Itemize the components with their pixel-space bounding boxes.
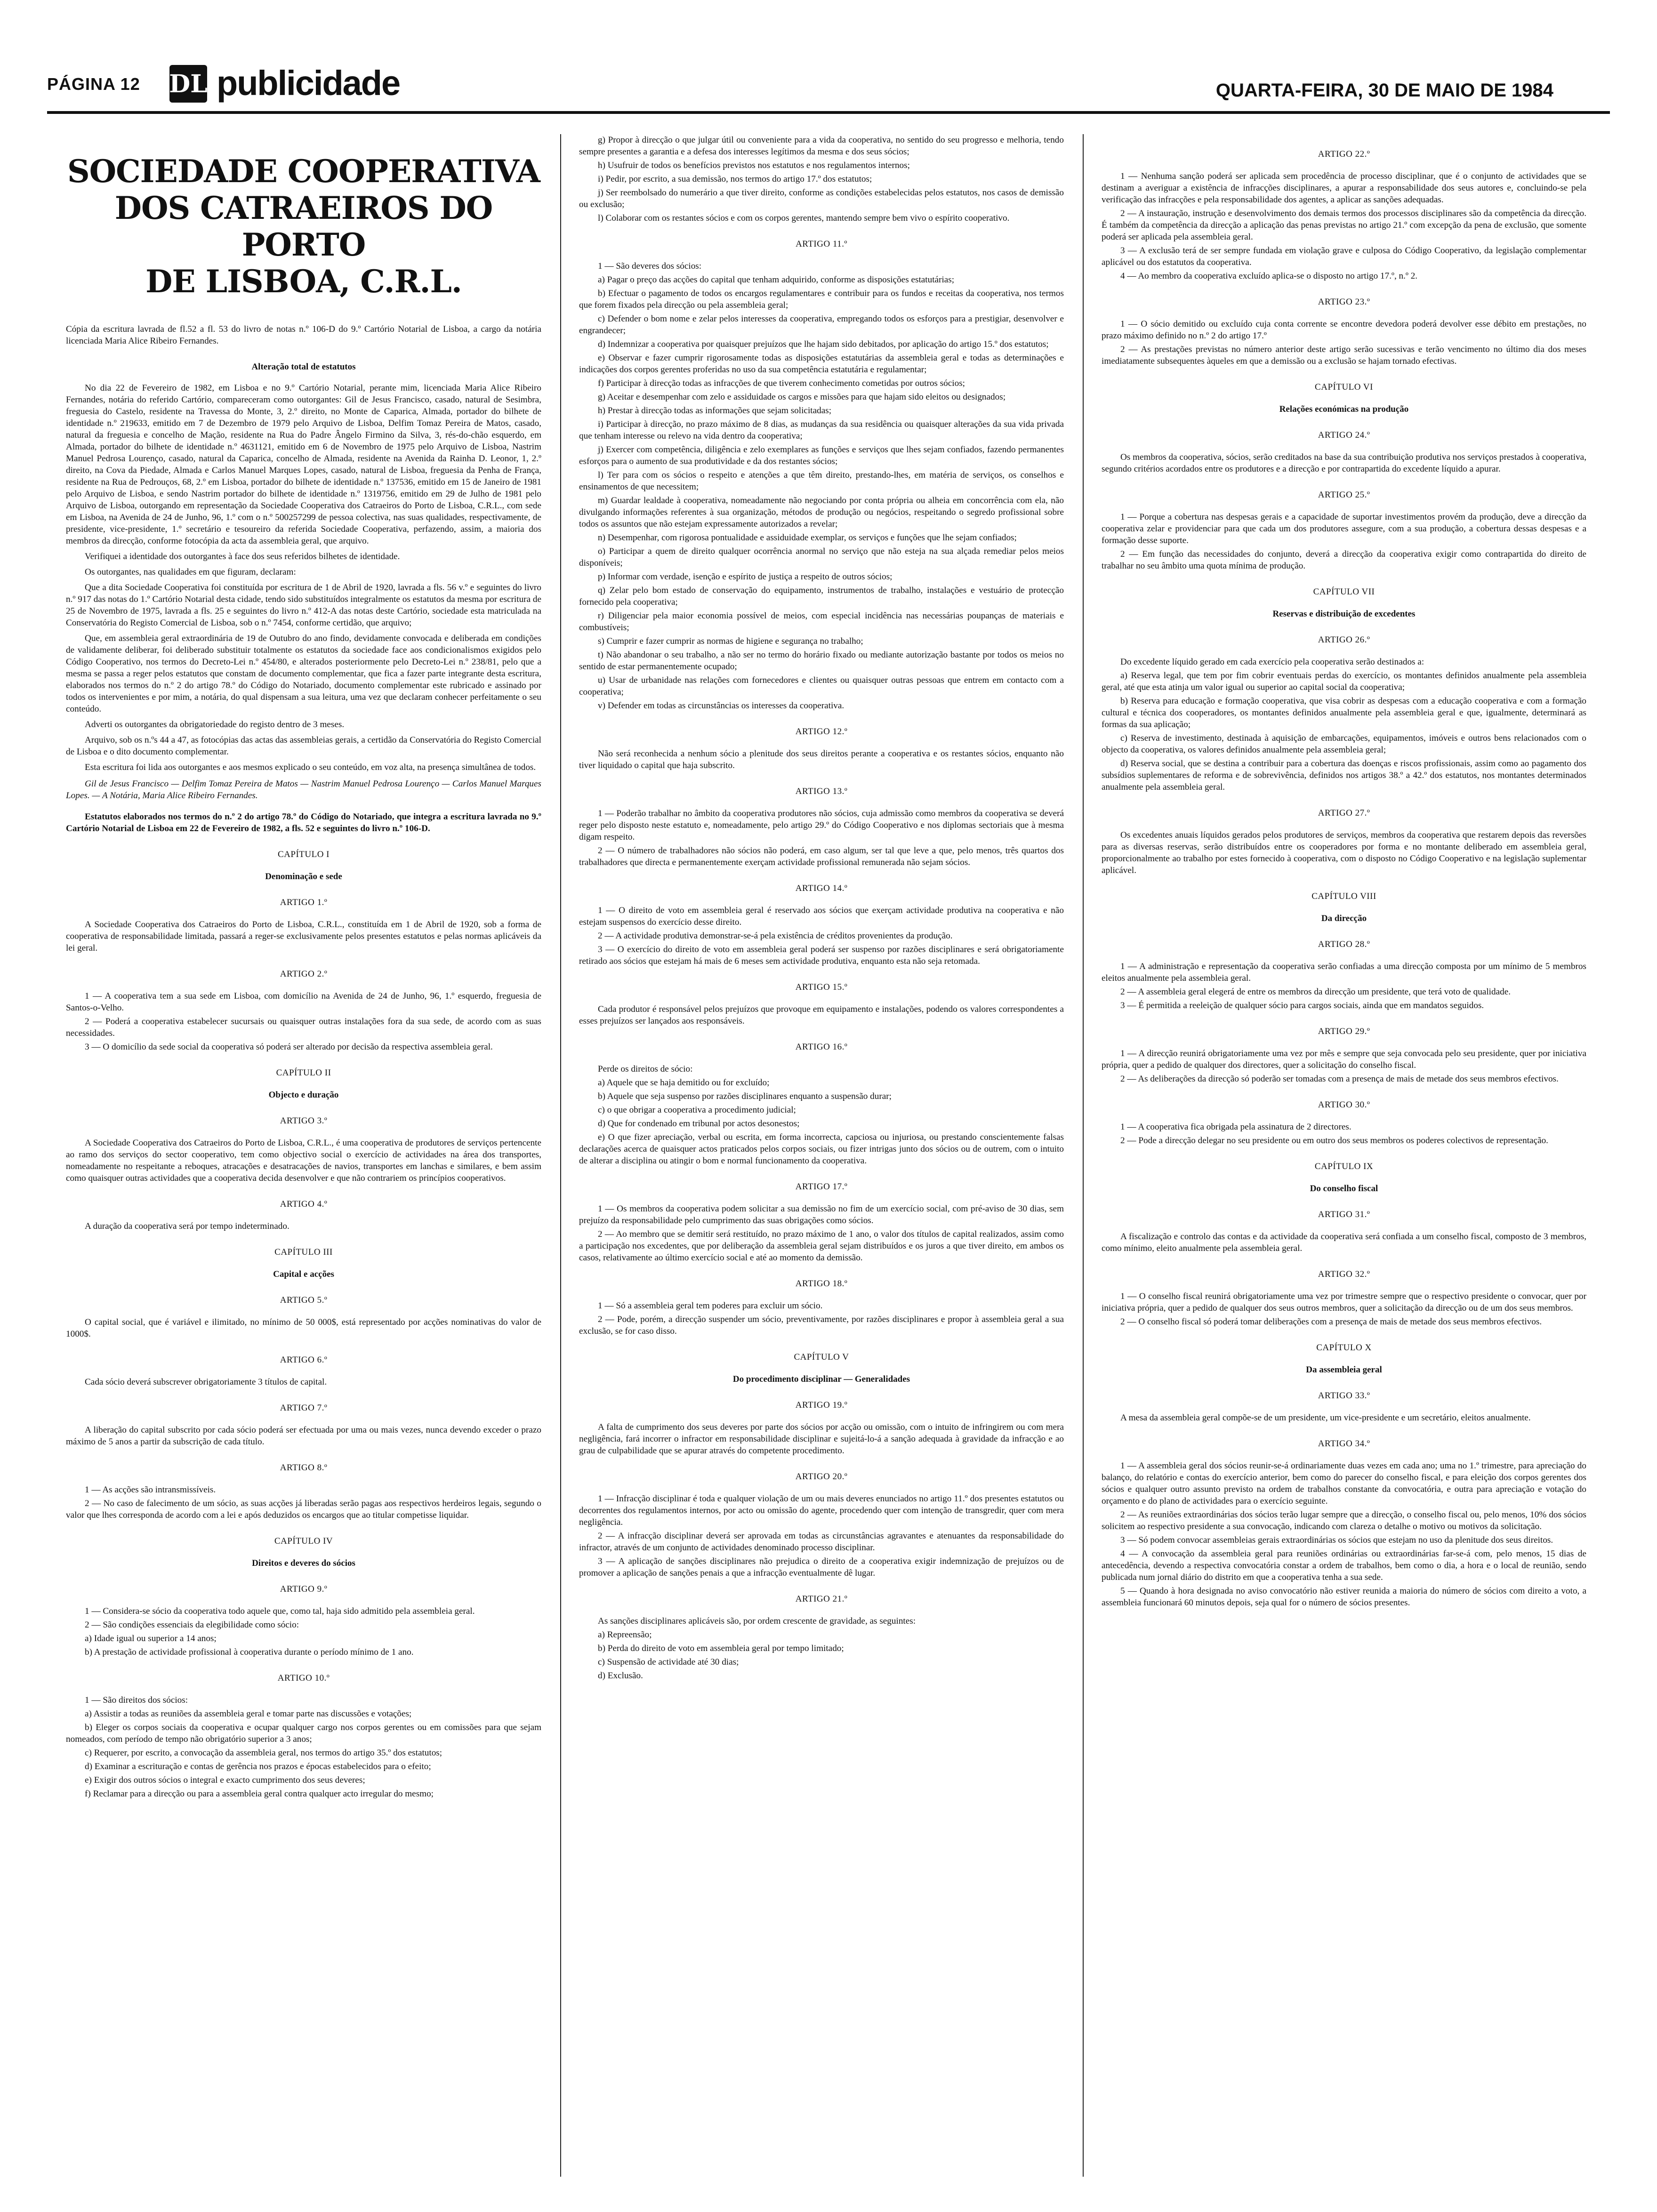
article-paragraph: 1 — A direcção reunirá obrigatoriamente uma vez por mês e sempre que seja convocada pelo seu presidente, quer por iniciativa própria, quer a pedido de qualquer dos directores, quer a solicitação do conselho fiscal. xyxy=(1102,1049,1586,1070)
deed-paragraph: Adverti os outorgantes da obrigatoriedade do registo dentro de 3 meses. xyxy=(85,720,345,729)
article-paragraph: q) Zelar pelo bom estado de conservação do equipamento, instrumentos de trabalho, instalações e vestuário de protecção fornecido pela cooperativa; xyxy=(579,585,1064,607)
article-heading: ARTIGO 1.º xyxy=(280,898,328,907)
article-paragraph: Cada sócio deverá subscrever obrigatoriamente 3 títulos de capital. xyxy=(85,1377,327,1387)
article-paragraph: 2 — As reuniões extraordinárias dos sócios terão lugar sempre que a direcção, o conselho fiscal ou, pelo menos, 10% dos sócios solicitem ao respectivo presidente a sua convocação, indicando com clareza o detalhe o motivo ou motivos da solicitação. xyxy=(1102,1510,1586,1531)
article-paragraph: 4 — A convocação da assembleia geral para reuniões ordinárias ou extraordinárias far-se-á com, pelo menos, 15 dias de antecedência, devendo a respectiva convocatória constar a ordem de trabalhos, bem como o dia, a hora e o local de reunião, sendo publicada num jornal diário do distrito em que a cooperativa tenha a sua sede. xyxy=(1102,1549,1586,1582)
article-heading: CAPÍTULO III xyxy=(274,1247,333,1257)
article-heading: ARTIGO 6.º xyxy=(280,1355,328,1365)
article-paragraph: 1 — Considera-se sócio da cooperativa todo aquele que, como tal, haja sido admitido pela assembleia geral. xyxy=(85,1606,475,1616)
deed-paragraph: Que, em assembleia geral extraordinária de 19 de Outubro do ano findo, devidamente convocada e deliberada em condições de validamente deliberar, foi deliberado substituir totalmente os estatutos da sociedade face aos condicionalismos exigidos pelo Código Cooperativo, nos termos do Decreto-Lei n.º 454/80, e alterados posteriormente pelo Decreto-Lei n.º 238/81, pelo que a mesma se passa a reger pelos estatutos que constam de documento complementar, que fica a fazer parte integrante desta escritura, elaborados nos termos do n.º 2 do artigo 78.º do Código do Notariado, documento complementar este rubricado e assinado por todos os intervenientes e por mim, a notária, do qual dispensam a sua leitura, uma vez que declaram conhecer perfeitamente o seu conteúdo. xyxy=(66,633,541,714)
column-divider-2 xyxy=(1083,134,1084,2177)
deed-paragraph: Esta escritura foi lida aos outorgantes e aos mesmos explicado o seu conteúdo, em voz alta, na presença simultânea de todos. xyxy=(85,762,536,772)
article-paragraph: Os membros da cooperativa, sócios, serão creditados na base da sua contribuição produtiva nos serviços prestados à cooperativa, segundo critérios acordados entre os produtores e a direcção e por contrapartida do excedente líquido a apurar. xyxy=(1102,452,1586,474)
article-paragraph: b) Perda do direito de voto em assembleia geral por tempo limitado; xyxy=(598,1643,844,1653)
article-paragraph: c) Requerer, por escrito, a convocação da assembleia geral, nos termos do artigo 35.º dos estatutos; xyxy=(85,1748,442,1758)
article-paragraph: c) Defender o bom nome e zelar pelos interesses da cooperativa, empregando todos os esforços para a prestigiar, desenvolver e engrandecer; xyxy=(579,314,1064,336)
article-paragraph: 2 — O número de trabalhadores não sócios não poderá, em caso algum, ser tal que leve a que, pelo menos, três quartos dos trabalhadores que directa e permanentemente exerçam actividade profissional remunerada não sejam sócios. xyxy=(579,846,1064,867)
chapter-subtitle: Capital e acções xyxy=(273,1269,334,1279)
statutes-part-1 xyxy=(66,849,541,1800)
article-heading: CAPÍTULO X xyxy=(1316,1343,1372,1353)
article-paragraph: A fiscalização e controlo das contas e da actividade da cooperativa será confiada a um conselho fiscal, composto de 3 membros, como mínimo, eleito anualmente pela assembleia geral. xyxy=(1102,1232,1586,1253)
issue-date: QUARTA-FEIRA, 30 DE MAIO DE 1984 xyxy=(1215,80,1553,101)
chapter-subtitle: Denominação e sede xyxy=(265,872,342,882)
article-heading: ARTIGO 26.º xyxy=(1318,635,1370,645)
article-heading: CAPÍTULO VIII xyxy=(1311,891,1376,901)
article-heading: ARTIGO 33.º xyxy=(1318,1391,1370,1401)
article-paragraph: 2 — No caso de falecimento de um sócio, as suas acções já liberadas serão pagas aos respectivos herdeiros legais, segundo o valor que lhes corresponda de acordo com a lei e após deduzidos os encargos que ao titular competisse liquidar. xyxy=(66,1499,541,1520)
article-heading: ARTIGO 2.º xyxy=(280,969,328,979)
article-paragraph: d) Que for condenado em tribunal por actos desonestos; xyxy=(598,1119,800,1129)
article-paragraph: 2 — São condições essenciais da elegibilidade como sócio: xyxy=(85,1620,299,1630)
article-heading: ARTIGO 22.º xyxy=(1318,149,1370,159)
article-heading: ARTIGO 9.º xyxy=(280,1584,328,1594)
article-paragraph: 2 — A infracção disciplinar deverá ser aprovada em todas as circunstâncias agravantes e atenuantes da responsabilidade do infractor, através de um conjunto de actividades denominado processo disciplinar. xyxy=(579,1531,1064,1553)
article-heading: ARTIGO 34.º xyxy=(1318,1439,1370,1449)
article-paragraph: i) Pedir, por escrito, a sua demissão, nos termos do artigo 17.º dos estatutos; xyxy=(598,174,872,184)
article-paragraph: 2 — Ao membro que se demitir será restituído, no prazo máximo de 1 ano, o valor dos títulos de capital realizados, assim como a participação nos excedentes, que por deliberação da assembleia geral sejam distribuídos e os juros a que tiver direito, em ambos os casos, relativamente ao último exercício social e até ao momento da demissão. xyxy=(579,1229,1064,1263)
article-paragraph: h) Prestar à direcção todas as informações que sejam solicitadas; xyxy=(598,406,832,416)
article-heading: ARTIGO 8.º xyxy=(280,1463,328,1473)
article-heading: ARTIGO 29.º xyxy=(1318,1026,1370,1036)
article-heading: ARTIGO 27.º xyxy=(1318,808,1370,818)
column-divider-1 xyxy=(560,134,561,2177)
article-paragraph: 1 — Só a assembleia geral tem poderes para excluir um sócio. xyxy=(598,1301,823,1311)
article-paragraph: 3 — O exercício do direito de voto em assembleia geral poderá ser suspenso por razões disciplinares e será obrigatoriamente retirado aos sócios que estejam há mais de 6 meses sem actividade produtiva, enquanto esta não seja retomada. xyxy=(579,945,1064,966)
article-paragraph: b) Aquele que seja suspenso por razões disciplinares enquanto a suspensão durar; xyxy=(598,1091,892,1101)
article-paragraph: b) A prestação de actividade profissional à cooperativa durante o período mínimo de 1 ano. xyxy=(85,1647,414,1657)
article-paragraph: 2 — A assembleia geral elegerá de entre os membros da direcção um presidente, que terá voto de qualidade. xyxy=(1120,987,1511,997)
article-paragraph: 1 — Poderão trabalhar no âmbito da cooperativa produtores não sócios, cuja admissão como membros da cooperativa se deverá reger pelo disposto neste estatuto e, nomeadamente, pelo artigo 29.º do Código Cooperativo e nos diplomas sectoriais que à mesma digam respeito. xyxy=(579,809,1064,842)
article-paragraph: 2 — Em função das necessidades do conjunto, deverá a direcção da cooperativa exigir como contrapartida do direito de trabalhar no seu âmbito uma quota mínima de produção. xyxy=(1102,549,1586,571)
article-paragraph: n) Desempenhar, com rigorosa pontualidade e assiduidade exemplar, os serviços e funções que lhe sejam confiados; xyxy=(598,533,1017,543)
article-heading: CAPÍTULO II xyxy=(276,1068,331,1078)
section-title: publicidade xyxy=(217,64,400,103)
article-heading: ARTIGO 25.º xyxy=(1318,490,1370,500)
page-header xyxy=(47,61,1610,113)
article-heading: ARTIGO 4.º xyxy=(280,1199,328,1209)
article-paragraph: 1 — Porque a cobertura nas despesas gerais e a capacidade de suportar investimentos provém da produção, deve a direcção da cooperativa zelar e providenciar para que cada um dos produtores assegure, com a sua produção, a cobertura dessas despesas e a formação desse suporte. xyxy=(1102,512,1586,545)
column-2 xyxy=(579,134,1064,2191)
article-paragraph: A mesa da assembleia geral compõe-se de um presidente, um vice-presidente e um secretário, eleitos anualmente. xyxy=(1120,1413,1531,1423)
article-paragraph: v) Defender em todas as circunstâncias os interesses da cooperativa. xyxy=(598,701,845,711)
article-paragraph: j) Ser reembolsado do numerário a que tiver direito, conforme as condições estabelecidas pelos estatutos, nos casos de demissão ou exclusão; xyxy=(579,188,1064,209)
article-heading: CAPÍTULO V xyxy=(794,1352,849,1362)
article-heading: ARTIGO 12.º xyxy=(795,727,848,737)
chapter-subtitle: Do conselho fiscal xyxy=(1310,1184,1378,1194)
article-paragraph: d) Exclusão. xyxy=(598,1671,643,1681)
chapter-subtitle: Relações económicas na produção xyxy=(1279,404,1409,414)
article-paragraph: l) Ter para com os sócios o respeito e atenções a que têm direito, prestando-lhes, em matéria de serviços, os conselhos e ensinamentos de que necessitem; xyxy=(579,470,1064,492)
article-paragraph: e) Observar e fazer cumprir rigorosamente todas as disposições estatutárias da assembleia geral e todas as determinações e indicações dos corpos gerentes proferidas no uso da sua competência estatutária e regulamentar; xyxy=(579,353,1064,375)
chapter-subtitle: Reservas e distribuição de excedentes xyxy=(1272,609,1416,619)
deed-paragraph: Que a dita Sociedade Cooperativa foi constituída por escritura de 1 de Abril de 1920, lavrada a fls. 56 v.º e seguintes do livro n.º 917 das notas do 1.º Cartório Notarial desta cidade, tendo sido substituídos integralmente os estatutos da mesma por escritura de 25 de Novembro de 1975, lavrada a fls. 25 e seguintes do livro n.º 412-A das notas deste Cartório, sociedade esta matriculada na Conservatória do Registo Comercial de Lisboa, sob o n.º 7454, conforme certidão, que arquivo; xyxy=(66,583,541,628)
article-heading: ARTIGO 21.º xyxy=(795,1594,848,1604)
article-paragraph: a) Pagar o preço das acções do capital que tenham adquirido, conforme as disposições estatutárias; xyxy=(598,275,955,285)
article-heading: ARTIGO 7.º xyxy=(280,1403,328,1413)
article-paragraph: h) Usufruir de todos os benefícios previstos nos estatutos e nos regulamentos internos; xyxy=(598,160,910,170)
article-paragraph: i) Participar à direcção, no prazo máximo de 8 dias, as mudanças da sua residência ou quaisquer alterações da sua vida privada que tenham interesse ou relevo na vida dentro da cooperativa; xyxy=(579,419,1064,441)
title-line: SOCIEDADE COOPERATIVA xyxy=(67,153,540,190)
article-heading: CAPÍTULO VII xyxy=(1313,587,1375,597)
article-paragraph: 2 — A instauração, instrução e desenvolvimento dos demais termos dos processos disciplinares são da competência da direcção. É também da competência da direcção a aplicação das penas previstas no artigo 21.º com excepção da pena de exclusão, que somente poderá ser aplicada pela assembleia geral. xyxy=(1102,208,1586,242)
article-paragraph: a) Reserva legal, que tem por fim cobrir eventuais perdas do exercício, os montantes definidos anualmente pela assembleia geral, até que esta atinja um valor igual ou superior ao capital social da cooperativa; xyxy=(1102,671,1586,692)
chapter-subtitle: Direitos e deveres do sócios xyxy=(252,1558,355,1568)
article-paragraph: As sanções disciplinares aplicáveis são, por ordem crescente de gravidade, as seguintes: xyxy=(598,1616,916,1626)
article-heading: ARTIGO 31.º xyxy=(1318,1210,1370,1219)
page-number: PÁGINA 12 xyxy=(47,74,140,94)
article-paragraph: d) Reserva social, que se destina a contribuir para a cobertura das doenças e riscos profissionais, assim como ao pagamento dos subsídios suplementares de reforma e de sobrevivência, definidos nos artigos 38.º a 42.º dos estatutos, nos montantes determinados anualmente pela assembleia geral. xyxy=(1102,759,1586,792)
article-paragraph: A falta de cumprimento dos seus deveres por parte dos sócios por acção ou omissão, com o intuito de infringirem ou com mera negligência, fará incorrer o infractor em responsabilidade disciplinar e sujeitá-lo-á a sanção adequada à gravidade da infracção e ao grau de culpabilidade que se apurar através do competente procedimento. xyxy=(579,1422,1064,1456)
article-heading: CAPÍTULO I xyxy=(277,850,330,859)
article-heading: CAPÍTULO IX xyxy=(1314,1162,1374,1171)
article-paragraph: A Sociedade Cooperativa dos Catraeiros do Porto de Lisboa, C.R.L., é uma cooperativa de produtores de serviços pertencente ao ramo dos serviços do sector cooperativo, tem como objectivo social o exercício de actividades na área dos transportes, nomeadamente no respeitante a reboques, atracações e desatracações de navios, transportes em lanchas e similares, e bem assim como quaisquer outras actividades que a cooperativa decida desenvolver e que não contrariem os princípios cooperativos. xyxy=(66,1138,541,1183)
article-paragraph: a) Idade igual ou superior a 14 anos; xyxy=(85,1634,217,1643)
article-paragraph: d) Indemnizar a cooperativa por quaisquer prejuízos que lhe hajam sido debitados, por aplicação do artigo 15.º dos estatutos; xyxy=(598,339,1049,349)
article-paragraph: 2 — Pode, porém, a direcção suspender um sócio, preventivamente, por razões disciplinares e propor à assembleia geral a sua exclusão, se for caso disso. xyxy=(579,1314,1064,1336)
article-paragraph: 1 — A administração e representação da cooperativa serão confiadas a uma direcção composta por um mínimo de 5 membros eleitos anualmente pela assembleia geral. xyxy=(1102,962,1586,983)
article-paragraph: 2 — Poderá a cooperativa estabelecer sucursais ou quaisquer outras instalações fora da sua sede, de acordo com as suas necessidades. xyxy=(66,1017,541,1038)
statutes-intro: Estatutos elaborados nos termos do n.º 2 do artigo 78.º do Código do Notariado, que integra a escritura lavrada no 9.º Cartório Notarial de Lisboa em 22 de Fevereiro de 1982, a fls. 52 e seguintes do livro n.º 106-D. xyxy=(66,812,541,834)
chapter-subtitle: Da direcção xyxy=(1321,914,1367,923)
article-paragraph: r) Diligenciar pela maior economia possível de meios, com especial incidência nas necessárias poupanças de materiais e combustíveis; xyxy=(579,611,1064,633)
article-paragraph: f) Reclamar para a direcção ou para a assembleia geral contra qualquer acto irregular do mesmo; xyxy=(85,1789,434,1799)
column-1 xyxy=(66,134,541,2191)
article-paragraph: 5 — Quando à hora designada no aviso convocatório não estiver reunida a maioria do número de sócios com direito a voto, a assembleia funcionará 60 minutos depois, seja qual for o número de sócios presentes. xyxy=(1102,1586,1586,1608)
article-paragraph: 2 — A actividade produtiva demonstrar-se-á pela existência de créditos provenientes da produção. xyxy=(598,931,953,941)
article-paragraph: 3 — A aplicação de sanções disciplinares não prejudica o direito de a cooperativa exigir indemnização de prejuízos ou de promover a aplicação de sanções penais a que a infracção eventualmente dê lugar. xyxy=(579,1556,1064,1578)
article-paragraph: A Sociedade Cooperativa dos Catraeiros do Porto de Lisboa, C.R.L., constituída em 1 de Abril de 1920, sob a forma de cooperativa de responsabilidade limitada, passará a reger-se exclusivamente pelos presentes estatutos e pelas normas aplicáveis da lei geral. xyxy=(66,920,541,953)
chapter-subtitle: Da assembleia geral xyxy=(1306,1365,1382,1375)
notice-title xyxy=(66,153,541,300)
article-paragraph: 3 — É permitida a reeleição de qualquer sócio para cargos sociais, ainda que em mandatos seguidos. xyxy=(1120,1001,1484,1010)
article-heading: ARTIGO 11.º xyxy=(796,239,847,249)
article-heading: ARTIGO 20.º xyxy=(795,1472,848,1482)
deed-intro: Cópia da escritura lavrada de fl.52 a fl. 53 do livro de notas n.º 106-D do 9.º Cartório Notarial de Lisboa, a cargo da notária licenciada Maria Alice Ribeiro Fernandes. xyxy=(66,324,541,346)
deed-paragraph: Os outorgantes, nas qualidades em que figuram, declaram: xyxy=(85,567,296,577)
article-paragraph: 1 — São direitos dos sócios: xyxy=(85,1695,188,1705)
statutes-part-3 xyxy=(1102,148,1586,1609)
article-paragraph: Do excedente líquido gerado em cada exercício pela cooperativa serão destinados a: xyxy=(1120,657,1424,667)
article-paragraph: 3 — A exclusão terá de ser sempre fundada em violação grave e culposa do Código Cooperativo, da legislação complementar aplicável ou dos estatutos da cooperativa. xyxy=(1102,246,1586,267)
article-paragraph: Cada produtor é responsável pelos prejuízos que provoque em equipamento e instalações, podendo os valores correspondentes a esses prejuízos ser lançados aos responsáveis. xyxy=(579,1004,1064,1026)
article-heading: ARTIGO 30.º xyxy=(1318,1100,1370,1110)
deed-paragraph: Verifiquei a identidade dos outorgantes à face dos seus referidos bilhetes de identidade. xyxy=(85,552,400,561)
article-paragraph: 2 — O conselho fiscal só poderá tomar deliberações com a presença de mais de metade dos seus membros efectivos. xyxy=(1120,1317,1542,1327)
chapter-subtitle: Do procedimento disciplinar — Generalidades xyxy=(732,1374,910,1384)
chapter-subtitle: Objecto e duração xyxy=(268,1090,339,1100)
article-paragraph: Não será reconhecida a nenhum sócio a plenitude dos seus direitos perante a cooperativa e os restantes sócios, enquanto não tiver liquidado o capital que haja subscrito. xyxy=(579,749,1064,770)
column-3 xyxy=(1102,134,1586,2191)
article-paragraph: A duração da cooperativa será por tempo indeterminado. xyxy=(85,1221,290,1231)
article-paragraph: f) Participar à direcção todas as infracções de que tiverem conhecimento cometidas por outros sócios; xyxy=(598,378,965,388)
article-paragraph: 3 — O domicílio da sede social da cooperativa só poderá ser alterado por decisão da respectiva assembleia geral. xyxy=(85,1042,493,1052)
article-paragraph: j) Exercer com competência, diligência e zelo exemplares as funções e serviços que lhes sejam confiados, fazendo permanentes esforços para o aumento de sua produtividade e da dos restantes sócios; xyxy=(579,445,1064,466)
article-heading: ARTIGO 16.º xyxy=(795,1042,848,1052)
article-heading: ARTIGO 32.º xyxy=(1318,1269,1370,1279)
article-paragraph: b) Efectuar o pagamento de todos os encargos regulamentares e contribuir para os fundos e receitas da cooperativa, nos termos que forem fixados pela direcção ou pela assembleia geral; xyxy=(579,289,1064,310)
article-paragraph: 2 — As deliberações da direcção só poderão ser tomadas com a presença de mais de metade dos seus membros efectivos. xyxy=(1120,1074,1559,1084)
article-paragraph: e) O que fizer apreciação, verbal ou escrita, em forma incorrecta, capciosa ou injuriosa, ou prestando conscientemente falsas declarações acerca de quaisquer actos praticados pelos corpos sociais, ou fizer intrigas junto dos sócios ou de outrem, com o intuito de alterar a disciplina ou atingir o bom e normal funcionamento da cooperativa. xyxy=(579,1132,1064,1166)
article-paragraph: 1 — Nenhuma sanção poderá ser aplicada sem procedência de processo disciplinar, que é o conjunto de actividades que se destinam a averiguar a existência de infracções disciplinares, a apurar a responsabilidade dos seus autores e, concluindo-se pela verificação das infracções e pela responsabilidade dos agentes, a aplicar as sanções adequadas. xyxy=(1102,171,1586,205)
article-paragraph: b) Eleger os corpos sociais da cooperativa e ocupar qualquer cargo nos corpos gerentes ou em comissões para que sejam nomeados, com período de tempo não obrigatório superior a 3 anos; xyxy=(66,1723,541,1744)
article-paragraph: t) Não abandonar o seu trabalho, a não ser no termo do horário fixado ou mediante autorização bastante por todos os meios no sentido de estar permanentemente ocupado; xyxy=(579,650,1064,672)
article-paragraph: g) Propor à direcção o que julgar útil ou conveniente para a vida da cooperativa, no sentido do seu progresso e melhoria, tendo sempre presentes a garantia e a defesa dos interesses legítimos da mesma e dos seus sócios; xyxy=(579,135,1064,157)
statutes-part-2 xyxy=(579,134,1064,1682)
article-paragraph: Os excedentes anuais líquidos gerados pelos produtores de serviços, membros da cooperativa que restarem depois das reversões para as diversas reservas, serão distribuídos entre os cooperadores por forma e no montante deliberado em assembleia geral, proporcionalmente ao trabalho por estes fornecido à cooperativa, com o disposto no Código Cooperativo e na legislação suplementar aplicável. xyxy=(1102,830,1586,875)
article-paragraph: 1 — As acções são intransmissíveis. xyxy=(85,1485,216,1495)
title-line: DOS CATRAEIROS DO PORTO xyxy=(114,190,493,263)
article-paragraph: 1 — Os membros da cooperativa podem solicitar a sua demissão no fim de um exercício social, com pré-aviso de 30 dias, sem prejuízo da responsabilidade pelo cumprimento das suas obrigações como sócios. xyxy=(579,1204,1064,1226)
article-paragraph: e) Exigir dos outros sócios o integral e exacto cumprimento dos seus deveres; xyxy=(85,1775,365,1785)
article-paragraph: m) Guardar lealdade à cooperativa, nomeadamente não negociando por conta própria ou alheia em concorrência com ela, não divulgando informações referentes à sua organização, métodos de produção ou negócios, respeitando o segredo profissional sobre todos os assuntos que não estejam expressamente autorizados a revelar; xyxy=(579,496,1064,529)
article-heading: ARTIGO 24.º xyxy=(1318,430,1370,440)
article-paragraph: a) Repreensão; xyxy=(598,1630,652,1640)
article-heading: CAPÍTULO IV xyxy=(274,1536,333,1546)
article-heading: ARTIGO 5.º xyxy=(280,1295,328,1305)
article-paragraph: c) o que obrigar a cooperativa a procedimento judicial; xyxy=(598,1105,796,1115)
article-paragraph: s) Cumprir e fazer cumprir as normas de higiene e segurança no trabalho; xyxy=(598,636,863,646)
article-paragraph: 2 — As prestações previstas no número anterior deste artigo serão sucessivas e terão vencimento no último dia dos meses imediatamente subsequentes àqueles em que a demissão ou a exclusão se hajam tornado efectivas. xyxy=(1102,345,1586,366)
article-heading: ARTIGO 19.º xyxy=(795,1400,848,1410)
deed-subtitle: Alteração total de estatutos xyxy=(251,362,356,372)
article-paragraph: A liberação do capital subscrito por cada sócio poderá ser efectuada por uma ou mais vezes, nunca devendo exceder o prazo máximo de 5 anos a partir da subscrição de cada título. xyxy=(66,1425,541,1447)
article-paragraph: 1 — A assembleia geral dos sócios reunir-se-á ordinariamente duas vezes em cada ano; uma no 1.º trimestre, para apreciação do balanço, do relatório e contas do exercício anterior, bem como do parecer do conselho fiscal, e para eleição dos corpos gerentes dos sócios e qualquer outro assunto previsto na ordem de trabalhos constante da convocatória, e outra para apreciação e votação do orçamento e do plano de actividades para o exercício seguinte. xyxy=(1102,1461,1586,1506)
article-heading: ARTIGO 17.º xyxy=(795,1182,848,1192)
dl-logo-icon: DL xyxy=(169,65,207,103)
article-paragraph: o) Participar a quem de direito qualquer ocorrência anormal no serviço que não esteja na sua alçada remediar pelos meios disponíveis; xyxy=(579,546,1064,568)
article-paragraph: 1 — A cooperativa tem a sua sede em Lisboa, com domicílio na Avenida de 24 de Junho, 96, 1.º esquerdo, freguesia de Santos-o-Velho. xyxy=(66,991,541,1013)
article-paragraph: 1 — O direito de voto em assembleia geral é reservado aos sócios que exerçam actividade produtiva na cooperativa e não estejam suspensos do exercício desse direito. xyxy=(579,906,1064,927)
article-paragraph: a) Assistir a todas as reuniões da assembleia geral e tomar parte nas discussões e votações; xyxy=(85,1709,412,1719)
article-paragraph: b) Reserva para educação e formação cooperativa, que visa cobrir as despesas com a educação cooperativa e com a formação cultural e técnica dos cooperadores, os montantes definidos anualmente pela assembleia geral e que, igualmente, determinará as formas da sua aplicação; xyxy=(1102,696,1586,729)
article-heading: ARTIGO 10.º xyxy=(277,1673,330,1683)
article-paragraph: d) Examinar a escrituração e contas de gerência nos prazos e épocas estabelecidos para o efeito; xyxy=(85,1762,431,1771)
article-heading: ARTIGO 13.º xyxy=(795,786,848,796)
article-heading: ARTIGO 18.º xyxy=(795,1279,848,1289)
article-heading: ARTIGO 14.º xyxy=(795,883,848,893)
article-paragraph: 1 — Infracção disciplinar é toda e qualquer violação de um ou mais deveres enunciados no artigo 11.º dos presentes estatutos ou decorrentes dos regulamentos internos, por acto ou omissão do agente, procedendo quer com intenção de transgredir, quer com mera negligência. xyxy=(579,1494,1064,1527)
article-paragraph: 3 — Só podem convocar assembleias gerais extraordinárias os sócios que estejam no uso da plenitude dos seus direitos. xyxy=(1120,1535,1553,1545)
signatures: Gil de Jesus Francisco — Delfim Tomaz Pereira de Matos — Nastrim Manuel Pedrosa Lourenço — Carlos Manuel Marques Lopes. — A Notária, Maria Alice Ribeiro Fernandes. xyxy=(66,779,541,801)
deed-paragraph: Arquivo, sob os n.ºs 44 a 47, as fotocópias das actas das assembleias gerais, a certidão da Conservatória do Registo Comercial de Lisboa e o dito documento complementar. xyxy=(66,735,541,757)
article-paragraph: 1 — A cooperativa fica obrigada pela assinatura de 2 directores. xyxy=(1120,1122,1351,1132)
article-heading: ARTIGO 15.º xyxy=(795,982,848,992)
article-paragraph: a) Aquele que se haja demitido ou for excluído; xyxy=(598,1078,770,1088)
article-paragraph: p) Informar com verdade, isenção e espírito de justiça a respeito de outros sócios; xyxy=(598,572,893,582)
article-heading: ARTIGO 28.º xyxy=(1318,939,1370,949)
article-paragraph: c) Suspensão de actividade até 30 dias; xyxy=(598,1657,739,1667)
article-paragraph: O capital social, que é variável e ilimitado, no mínimo de 50 000$, está representado por acções nominativas do valor de 1000$. xyxy=(66,1317,541,1339)
title-line: DE LISBOA, C.R.L. xyxy=(145,263,462,300)
article-heading: ARTIGO 23.º xyxy=(1318,297,1370,307)
deed-paragraphs xyxy=(66,382,541,773)
article-paragraph: c) Reserva de investimento, destinada à aquisição de embarcações, equipamentos, imóveis e outros bens relacionados com o objecto da cooperativa, os valores definidos anualmente pela assembleia geral; xyxy=(1102,733,1586,755)
article-paragraph: u) Usar de urbanidade nas relações com fornecedores e clientes ou quaisquer outras pessoas que entrem em contacto com a cooperativa; xyxy=(579,675,1064,697)
deed-paragraph: No dia 22 de Fevereiro de 1982, em Lisboa e no 9.º Cartório Notarial, perante mim, licenciada Maria Alice Ribeiro Fernandes, notária do referido Cartório, compareceram como outorgantes: Gil de Jesus Francisco, casado, natural de Sesimbra, freguesia do Castelo, residente na Travessa do Monte, 3, 2.º direito, no Monte de Caparica, Almada, portador do bilhete de identidade n.º 219633, emitido em 7 de Dezembro de 1979 pelo Arquivo de Lisboa, Delfim Tomaz Pereira de Matos, casado, natural da freguesia e concelho de Mação, residente na Rua do Padre Ângelo Firmino da Silva, 3, rés-do-chão esquerdo, em Almada, portador do bilhete de identidade n.º 4631121, emitido em 6 de Novembro de 1975 pelo Arquivo de Lisboa, Nastrim Manuel Pedrosa Lourenço, casado, natural da Caparica, concelho de Almada, residente na Avenida da Rainha D. Leonor, 1, 2.º direito, na Cova da Piedade, Almada e Carlos Manuel Marques Lopes, casado, natural de Lisboa, freguesia da Penha de França, residente na Rua de Pedrouços, 68, 2.º em Lisboa, portador do bilhete de identidade n.º 137536, emitido em 15 de Janeiro de 1981 pelo Arquivo de Lisboa, e sendo Nastrim portador do bilhete de identidade n.º 1319756, emitido em 29 de Julho de 1981 pelo Arquivo de Lisboa, outorgando em representação da Sociedade Cooperativa dos Catraeiros do Porto de Lisboa, C.R.L., com sede em Lisboa, na Avenida de 24 de Junho, 96, 1.º com o n.º 500257299 de pessoa colectiva, nas suas qualidades, respectivamente, de presidente, vice-presidente, 1.º secretário e tesoureiro da referida Sociedade Cooperativa, perfazendo, assim, a maioria dos membros da direcção, conforme fotocópia da acta da assembleia geral, que arquivo. xyxy=(66,383,541,546)
article-paragraph: 1 — O conselho fiscal reunirá obrigatoriamente uma vez por trimestre sempre que o respectivo presidente o convocar, quer por iniciativa própria, quer a pedido de qualquer dos seus outros membros, quer a solicitação da direcção ou de um dos seus membros. xyxy=(1102,1291,1586,1313)
article-paragraph: 1 — O sócio demitido ou excluído cuja conta corrente se encontre devedora poderá devolver esse débito em prestações, no prazo máximo definido no n.º 2 do artigo 17.º xyxy=(1102,319,1586,341)
article-paragraph: l) Colaborar com os restantes sócios e com os corpos gerentes, mantendo sempre bem vivo o espírito cooperativo. xyxy=(598,213,1010,223)
article-paragraph: 4 — Ao membro da cooperativa excluído aplica-se o disposto no artigo 17.º, n.º 2. xyxy=(1120,271,1418,281)
article-paragraph: 1 — São deveres dos sócios: xyxy=(598,261,702,271)
article-heading: CAPÍTULO VI xyxy=(1315,382,1373,392)
article-paragraph: 2 — Pode a direcção delegar no seu presidente ou em outro dos seus membros os poderes colectivos de representação. xyxy=(1120,1136,1548,1146)
article-paragraph: Perde os direitos de sócio: xyxy=(598,1064,693,1074)
article-paragraph: g) Aceitar e desempenhar com zelo e assiduidade os cargos e missões para que hajam sido eleitos ou designados; xyxy=(598,392,1006,402)
header-divider xyxy=(47,111,1610,114)
article-heading: ARTIGO 3.º xyxy=(280,1116,328,1126)
